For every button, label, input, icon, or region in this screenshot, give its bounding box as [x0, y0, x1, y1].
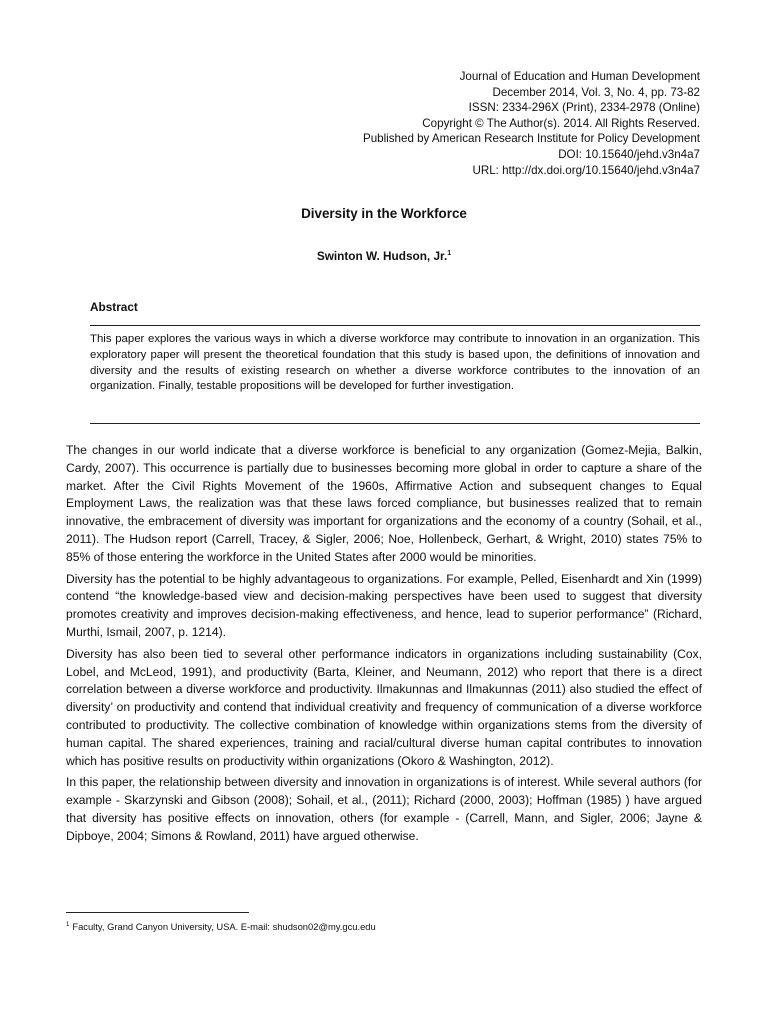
body-paragraph: In this paper, the relationship between diversity and innovation in organizations is of interest. While several authors (for example - Skarzynski and Gibson (2008); Sohail, et al., (2011); Richard (2000, 2003); Hoffman (1985) ) have argued that diversity has positive effects on innovation, others (for example - (Carrell, Mann, and Sigler, 2006; Jayne & Dipboye, 2004; Simons & Rowland, 2011) have argued otherwise. [66, 775, 702, 843]
body-paragraph: Diversity has the potential to be highly advantageous to organizations. For example, Pelled, Eisenhardt and Xin (1999) contend “the knowledge-based view and decision-making perspectives have been used to suggest that diversity promotes creativity and improves decision-making effectiveness, and hence, lead to superior performance” (Richard, Murthi, Ismail, 2007, p. 1214). [66, 571, 702, 639]
author-footnote-mark: 1 [447, 250, 452, 258]
abstract-text: This paper explores the various ways in which a diverse workforce may contribute to innovation in an organization. This exploratory paper will present the theoretical foundation that this study is based upon, the definitions of innovation and diversity and the results of existing research on whether a diverse workforce contributes to the innovation of an organization. Finally, testable propositions will be developed for further investigation. [90, 333, 700, 393]
journal-masthead [180, 69, 700, 178]
author-line [0, 249, 768, 263]
masthead-copyright: Copyright © The Author(s). 2014. All Rights Reserved. [422, 116, 700, 130]
abstract-top-rule [90, 325, 700, 326]
masthead-issue: December 2014, Vol. 3, No. 4, pp. 73-82 [492, 85, 700, 99]
author-name: Swinton W. Hudson, Jr. [316, 249, 448, 263]
masthead-issn: ISSN: 2334-296X (Print), 2334-2978 (Online) [468, 101, 700, 115]
footnote [66, 921, 376, 932]
paper-title: Diversity in the Workforce [301, 206, 467, 221]
footnote-text: Faculty, Grand Canyon University, USA. E-mail: shudson02@my.gcu.edu [72, 921, 376, 932]
masthead-url[interactable]: URL: http://dx.doi.org/10.15640/jehd.v3n4a7 [472, 163, 700, 177]
body-paragraph: Diversity has also been tied to several other performance indicators in organizations including sustainability (Cox, Lobel, and McLeod, 1991), and productivity (Barta, Kleiner, and Neumann, 2012) who report that there is a direct correlation between a diverse workforce and productivity. Ilmakunnas and Ilmakunnas (2011) also studied the effect of diversity’ on productivity and contend that individual creativity and frequency of communication of a diverse workforce contributed to productivity. The collective combination of knowledge within organizations stems from the diversity of human capital. The shared experiences, training and racial/cultural diverse human capital contributes to innovation which has positive results on productivity within organizations (Okoro & Washington, 2012). [66, 646, 702, 768]
footnote-mark: 1 [66, 921, 70, 928]
masthead-publisher: Published by American Research Institute for Policy Development [362, 132, 700, 146]
body-text [66, 442, 702, 850]
abstract-heading: Abstract [90, 300, 138, 314]
masthead-doi: DOI: 10.15640/jehd.v3n4a7 [558, 147, 700, 161]
body-paragraph: The changes in our world indicate that a diverse workforce is beneficial to any organization (Gomez-Mejia, Balkin, Cardy, 2007). This occurrence is partially due to businesses becoming more global in order to capture a share of the market. After the Civil Rights Movement of the 1960s, Affirmative Action and subsequent changes to Equal Employment Laws, the realization was that these laws forced compliance, but businesses realized that to remain innovative, the embracement of diversity was important for organizations and the economy of a country (Sohail, et al., 2011). The Hudson report (Carrell, Tracey, & Sigler, 2006; Noe, Hollenbeck, Gerhart, & Wright, 2010) states 75% to 85% of those entering the workforce in the United States after 2000 would be minorities. [66, 443, 702, 564]
footnote-rule [66, 912, 249, 913]
masthead-journal-name: Journal of Education and Human Development [459, 70, 700, 83]
abstract-bottom-rule [90, 423, 700, 424]
